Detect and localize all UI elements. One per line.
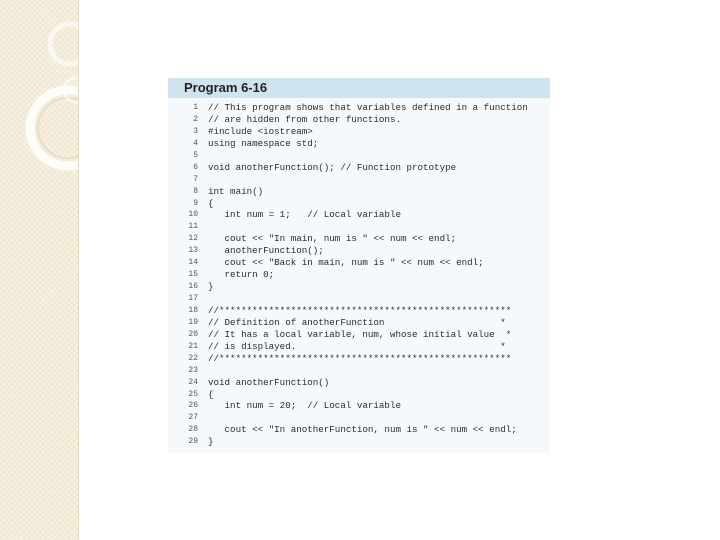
code-line xyxy=(168,424,550,436)
line-number: 10 xyxy=(188,210,198,220)
line-number: 25 xyxy=(188,389,198,399)
code-line xyxy=(168,209,550,221)
code-text: using namespace std; xyxy=(208,137,319,149)
code-text: cout << "In main, num is " << num << endl; xyxy=(208,233,457,245)
line-number: 18 xyxy=(188,305,198,315)
line-number: 3 xyxy=(193,126,198,136)
line-number: 2 xyxy=(193,114,198,124)
code-line xyxy=(168,341,550,353)
code-text: { xyxy=(208,197,214,209)
code-text: int num = 20; // Local variable xyxy=(208,400,401,412)
code-text: // This program shows that variables defined in a function xyxy=(208,102,528,113)
code-line xyxy=(168,257,550,269)
code-line xyxy=(168,389,550,401)
code-text: } xyxy=(208,281,214,293)
code-text: cout << "In anotherFunction, num is " << num << endl; xyxy=(208,424,517,436)
figure-header xyxy=(168,78,550,98)
code-text: void anotherFunction(); // Function prototype xyxy=(208,161,457,173)
line-number: 28 xyxy=(188,425,198,435)
code-listing xyxy=(168,102,550,448)
line-number: 24 xyxy=(188,377,198,387)
line-number: 27 xyxy=(188,413,198,423)
decorative-side-band xyxy=(0,0,79,540)
line-number: 1 xyxy=(193,103,198,112)
code-text: // is displayed. * xyxy=(208,340,506,352)
line-number: 14 xyxy=(188,258,198,268)
code-line xyxy=(168,221,550,233)
line-number: 5 xyxy=(193,150,198,160)
line-number: 16 xyxy=(188,282,198,292)
code-line xyxy=(168,353,550,365)
code-line xyxy=(168,198,550,210)
line-number: 15 xyxy=(188,270,198,280)
figure-title: Program 6-16 xyxy=(184,80,268,95)
line-number: 8 xyxy=(193,186,198,196)
code-line xyxy=(168,329,550,341)
code-text: anotherFunction(); xyxy=(208,245,324,257)
code-line xyxy=(168,162,550,174)
code-line xyxy=(168,138,550,150)
code-text: int num = 1; // Local variable xyxy=(208,209,401,221)
code-line xyxy=(168,233,550,245)
code-line xyxy=(168,305,550,317)
code-line xyxy=(168,186,550,198)
code-line xyxy=(168,281,550,293)
code-text: #include <iostream> xyxy=(208,125,313,137)
line-number: 6 xyxy=(193,162,198,172)
line-number: 12 xyxy=(188,234,198,244)
code-line xyxy=(168,150,550,162)
code-text: //***************************************************** xyxy=(208,352,512,364)
line-number: 11 xyxy=(188,222,198,232)
code-text: // Definition of anotherFunction * xyxy=(208,316,506,328)
line-number: 23 xyxy=(188,365,198,375)
code-text: // It has a local variable, num, whose initial value * xyxy=(208,328,512,340)
code-text: return 0; xyxy=(208,269,275,281)
code-text: cout << "Back in main, num is " << num << endl; xyxy=(208,257,484,269)
code-line xyxy=(168,269,550,281)
code-line xyxy=(168,412,550,424)
line-number: 20 xyxy=(188,329,198,339)
code-line xyxy=(168,245,550,257)
code-line xyxy=(168,317,550,329)
code-text: void anotherFunction() xyxy=(208,376,330,388)
code-text: } xyxy=(208,436,214,448)
line-number: 19 xyxy=(188,317,198,327)
code-line xyxy=(168,293,550,305)
code-line xyxy=(168,377,550,389)
code-text: int main() xyxy=(208,185,264,197)
code-line xyxy=(168,114,550,126)
code-line xyxy=(168,102,550,114)
code-line xyxy=(168,400,550,412)
line-number: 26 xyxy=(188,401,198,411)
code-text: //***************************************************** xyxy=(208,304,512,316)
line-number: 4 xyxy=(193,138,198,148)
line-number: 13 xyxy=(188,246,198,256)
program-figure xyxy=(168,78,550,453)
code-line xyxy=(168,174,550,186)
line-number: 9 xyxy=(193,198,198,208)
code-text: { xyxy=(208,388,214,400)
code-text: // are hidden from other functions. xyxy=(208,113,401,125)
line-number: 22 xyxy=(188,353,198,363)
code-line xyxy=(168,436,550,448)
line-number: 21 xyxy=(188,341,198,351)
line-number: 17 xyxy=(188,294,198,303)
decorative-rings xyxy=(0,0,78,540)
code-line xyxy=(168,126,550,138)
code-line xyxy=(168,365,550,377)
line-number: 29 xyxy=(188,437,198,447)
line-number: 7 xyxy=(193,174,198,184)
